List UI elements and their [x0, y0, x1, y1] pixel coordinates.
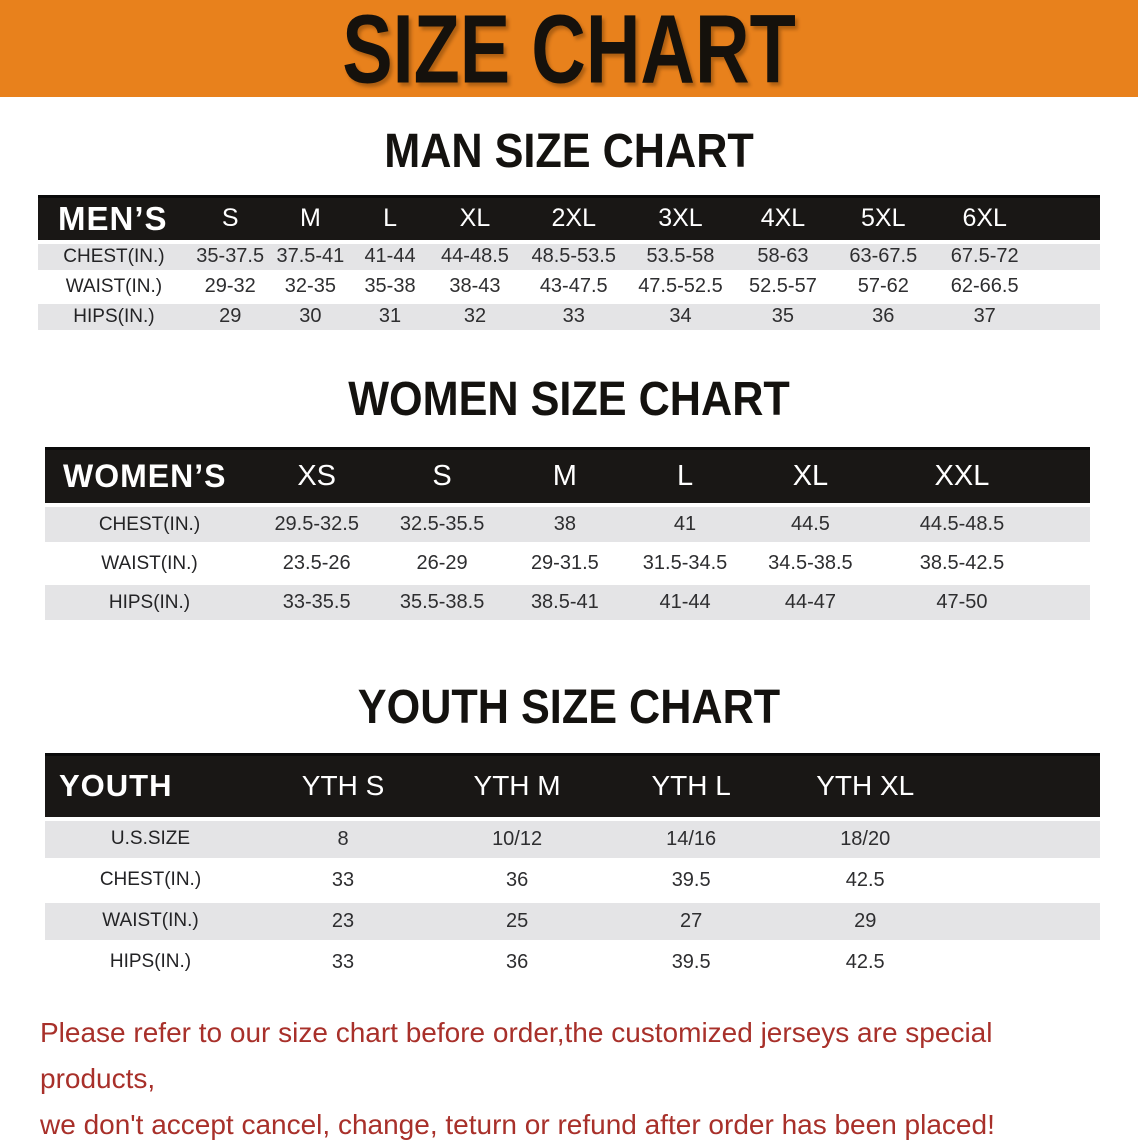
size-value-cell: 31.5-34.5 [625, 544, 745, 583]
size-value-cell: 27 [604, 901, 778, 942]
size-value-cell: 29 [778, 901, 952, 942]
table-row [45, 583, 1090, 622]
size-value-cell: 33 [256, 860, 430, 901]
row-label: U.S.SIZE [45, 819, 256, 860]
size-value-cell: 42.5 [778, 860, 952, 901]
size-value-cell: 31 [350, 302, 430, 332]
size-value-cell: 34 [627, 302, 733, 332]
size-value-cell: 63-67.5 [832, 242, 934, 272]
size-column-header: L [350, 197, 430, 242]
size-column-header: XL [745, 448, 876, 505]
size-group-label: YOUTH [45, 755, 256, 819]
cell-filler [952, 819, 1100, 860]
size-column-header: M [271, 197, 351, 242]
size-value-cell: 41 [625, 505, 745, 544]
cell-filler [1035, 302, 1100, 332]
table-row [38, 302, 1100, 332]
table-row [38, 272, 1100, 302]
cell-filler [952, 901, 1100, 942]
size-column-header: S [379, 448, 504, 505]
size-value-cell: 36 [430, 860, 604, 901]
size-value-cell: 39.5 [604, 860, 778, 901]
disclaimer-line-2: we don't accept cancel, change, teturn or refund after order has been placed! [40, 1108, 995, 1140]
table-row [45, 544, 1090, 583]
size-value-cell: 30 [271, 302, 351, 332]
header-filler [952, 755, 1100, 819]
size-value-cell: 58-63 [734, 242, 833, 272]
cell-filler [1048, 505, 1090, 544]
header-filler [1048, 448, 1090, 505]
cell-filler [952, 860, 1100, 901]
cell-filler [1035, 242, 1100, 272]
youth-size-table [45, 753, 1100, 985]
size-column-header: XL [430, 197, 520, 242]
size-column-header: YTH S [256, 755, 430, 819]
size-column-header: 3XL [627, 197, 733, 242]
header-row [45, 448, 1090, 505]
size-value-cell: 57-62 [832, 272, 934, 302]
size-value-cell: 52.5-57 [734, 272, 833, 302]
table-row [45, 819, 1100, 860]
size-value-cell: 48.5-53.5 [520, 242, 627, 272]
size-value-cell: 29-32 [190, 272, 271, 302]
size-value-cell: 38 [505, 505, 625, 544]
table-row [45, 505, 1090, 544]
size-column-header: YTH L [604, 755, 778, 819]
size-column-header: XS [254, 448, 379, 505]
size-column-header: L [625, 448, 745, 505]
size-value-cell: 67.5-72 [934, 242, 1035, 272]
row-label: CHEST(IN.) [45, 505, 254, 544]
table-row [45, 901, 1100, 942]
size-value-cell: 29 [190, 302, 271, 332]
size-value-cell: 44-47 [745, 583, 876, 622]
cell-filler [1035, 272, 1100, 302]
size-value-cell: 25 [430, 901, 604, 942]
row-label: WAIST(IN.) [45, 901, 256, 942]
size-value-cell: 36 [430, 942, 604, 983]
size-value-cell: 41-44 [350, 242, 430, 272]
row-label: HIPS(IN.) [38, 302, 190, 332]
size-value-cell: 8 [256, 819, 430, 860]
cell-filler [1048, 583, 1090, 622]
size-value-cell: 37.5-41 [271, 242, 351, 272]
size-value-cell: 35-38 [350, 272, 430, 302]
size-value-cell: 29.5-32.5 [254, 505, 379, 544]
size-value-cell: 53.5-58 [627, 242, 733, 272]
size-value-cell: 23.5-26 [254, 544, 379, 583]
size-column-header: M [505, 448, 625, 505]
size-value-cell: 42.5 [778, 942, 952, 983]
size-value-cell: 33 [520, 302, 627, 332]
title-banner [0, 0, 1138, 104]
size-value-cell: 35 [734, 302, 833, 332]
size-value-cell: 32.5-35.5 [379, 505, 504, 544]
size-value-cell: 44.5-48.5 [876, 505, 1048, 544]
row-label: WAIST(IN.) [45, 544, 254, 583]
size-value-cell: 29-31.5 [505, 544, 625, 583]
table-row [45, 860, 1100, 901]
size-value-cell: 34.5-38.5 [745, 544, 876, 583]
size-column-header: XXL [876, 448, 1048, 505]
size-value-cell: 38.5-41 [505, 583, 625, 622]
size-group-label: WOMEN’S [45, 448, 254, 505]
size-group-label: MEN’S [38, 197, 190, 242]
women-section-heading: WOMEN SIZE CHART [348, 372, 790, 426]
table-row [45, 942, 1100, 983]
size-column-header: 5XL [832, 197, 934, 242]
size-column-header: 6XL [934, 197, 1035, 242]
size-value-cell: 32 [430, 302, 520, 332]
page-title: SIZE CHART [342, 0, 796, 104]
size-value-cell: 39.5 [604, 942, 778, 983]
size-column-header: 4XL [734, 197, 833, 242]
man-section-heading: MAN SIZE CHART [384, 125, 754, 178]
women-size-table [45, 447, 1090, 625]
size-value-cell: 38-43 [430, 272, 520, 302]
size-value-cell: 32-35 [271, 272, 351, 302]
size-value-cell: 41-44 [625, 583, 745, 622]
man-size-section [0, 127, 1138, 334]
size-value-cell: 62-66.5 [934, 272, 1035, 302]
size-value-cell: 33-35.5 [254, 583, 379, 622]
row-label: HIPS(IN.) [45, 583, 254, 622]
size-column-header: S [190, 197, 271, 242]
size-value-cell: 23 [256, 901, 430, 942]
cell-filler [952, 942, 1100, 983]
size-column-header: YTH M [430, 755, 604, 819]
size-value-cell: 35.5-38.5 [379, 583, 504, 622]
size-value-cell: 18/20 [778, 819, 952, 860]
size-value-cell: 26-29 [379, 544, 504, 583]
size-value-cell: 38.5-42.5 [876, 544, 1048, 583]
size-column-header: YTH XL [778, 755, 952, 819]
size-value-cell: 47.5-52.5 [627, 272, 733, 302]
size-value-cell: 35-37.5 [190, 242, 271, 272]
size-value-cell: 36 [832, 302, 934, 332]
youth-size-section [0, 683, 1138, 985]
women-size-section [0, 372, 1138, 625]
size-value-cell: 47-50 [876, 583, 1048, 622]
table-row [38, 242, 1100, 272]
row-label: WAIST(IN.) [38, 272, 190, 302]
size-value-cell: 37 [934, 302, 1035, 332]
header-filler [1035, 197, 1100, 242]
header-row [45, 755, 1100, 819]
size-value-cell: 44-48.5 [430, 242, 520, 272]
header-row [38, 197, 1100, 242]
row-label: CHEST(IN.) [38, 242, 190, 272]
cell-filler [1048, 544, 1090, 583]
size-value-cell: 43-47.5 [520, 272, 627, 302]
man-size-table [38, 195, 1100, 334]
size-value-cell: 33 [256, 942, 430, 983]
youth-section-heading: YOUTH SIZE CHART [357, 681, 781, 734]
size-value-cell: 14/16 [604, 819, 778, 860]
size-column-header: 2XL [520, 197, 627, 242]
row-label: CHEST(IN.) [45, 860, 256, 901]
size-value-cell: 44.5 [745, 505, 876, 544]
size-value-cell: 10/12 [430, 819, 604, 860]
disclaimer-line-1: Please refer to our size chart before order,the customized jerseys are special products, [40, 1016, 993, 1094]
disclaimer-note [40, 1010, 1110, 1148]
row-label: HIPS(IN.) [45, 942, 256, 983]
